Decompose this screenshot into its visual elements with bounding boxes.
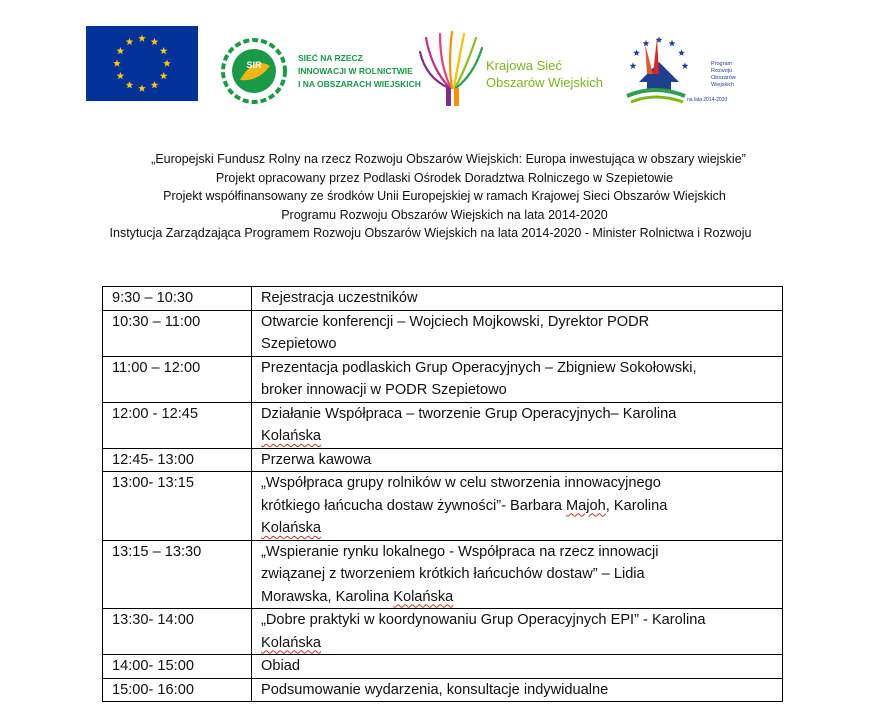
project-header [0, 150, 889, 243]
agenda-body [103, 287, 783, 702]
prow-logo [625, 34, 745, 106]
agenda-description-line: „Wspieranie rynku lokalnego - Współpraca na rzecz innowacji [261, 543, 659, 560]
prow-line-4: Wiejskich [711, 82, 735, 88]
spellcheck-word: Kolańska [393, 588, 454, 605]
agenda-description-line: związanej z tworzeniem krótkich łańcuchów dostaw” – Lidia [261, 566, 645, 582]
agenda-row [103, 356, 783, 402]
agenda-description-line: Przerwa kawowa [261, 451, 372, 468]
header-line-5: Instytucja Zarządzająca Programem Rozwoju Obszarów Wiejskich na lata 2014-2020 - Minister Rolnictwa i Rozwoju [109, 226, 752, 241]
sir-line-3: I NA OBSZARACH WIEJSKICH [298, 79, 421, 89]
ksow-line-1: Krajowa Sieć [486, 58, 562, 73]
agenda-row [103, 287, 783, 311]
agenda-description-line: Prezentacja podlaskich Grup Operacyjnych – Zbigniew Sokołowski, [261, 359, 697, 376]
agenda-description [252, 655, 783, 679]
agenda-table [102, 286, 783, 702]
ksow-line-2: Obszarów Wiejskich [486, 75, 604, 90]
header-line-2: Projekt opracowany przez Podlaski Ośrodek Doradztwa Rolniczego w Szepietowie [215, 170, 674, 185]
agenda-description [252, 287, 783, 311]
agenda-description [252, 310, 783, 356]
prow-line-1: Program [711, 61, 733, 67]
prow-line-5: na lata 2014-2020 [687, 97, 728, 103]
header-line-1: „Europejski Fundusz Rolny na rzecz Rozwoju Obszarów Wiejskich: Europa inwestująca w obszary wiejskie” [151, 152, 746, 166]
agenda-time: 15:00- 16:00 [103, 678, 252, 702]
prow-line-3: Obszarów [711, 75, 736, 81]
spellcheck-word: Kolańska [261, 428, 322, 444]
agenda-row [103, 448, 783, 472]
agenda-description [252, 448, 783, 472]
agenda-row [103, 402, 783, 448]
agenda-row [103, 540, 783, 609]
eu-flag-logo [86, 26, 198, 101]
agenda-time: 11:00 – 12:00 [103, 356, 252, 402]
prow-star [630, 62, 637, 69]
prow-line-2: Rozwoju [711, 68, 733, 74]
agenda-description-line: Obiad [261, 658, 300, 674]
agenda-description [252, 472, 783, 541]
agenda-time: 14:00- 15:00 [103, 655, 252, 679]
agenda-description-line [261, 632, 774, 655]
agenda-description-line: Podsumowanie wydarzenia, konsultacje indywidualne [261, 681, 609, 698]
agenda-row [103, 310, 783, 356]
agenda-description-line: Morawska, Karolina Kolańska [261, 588, 454, 605]
agenda-description [252, 540, 783, 609]
agenda-description [252, 678, 783, 702]
sir-logo [218, 36, 421, 106]
agenda-row [103, 655, 783, 679]
agenda-row [103, 472, 783, 541]
agenda-description [252, 356, 783, 402]
agenda-time: 10:30 – 11:00 [103, 310, 252, 356]
sir-badge: SIR [246, 60, 262, 70]
prow-star [682, 62, 689, 69]
agenda-description-line: Działanie Współpraca – tworzenie Grup Operacyjnych– Karolina [261, 405, 677, 422]
sir-line-1: SIEĆ NA RZECZ [298, 53, 363, 63]
agenda-row [103, 678, 783, 702]
prow-star [643, 40, 650, 47]
agenda-description-line: broker innowacji w PODR Szepietowo [261, 382, 507, 398]
agenda-description-line: krótkiego łańcucha dostaw żywności”- Barbara Majoh, Karolina [261, 497, 668, 514]
spellcheck-word: Kolańska [261, 520, 322, 536]
agenda-description-line: „Dobre praktyki w koordynowaniu Grup Operacyjnych EPI” - Karolina [261, 612, 706, 628]
agenda-description-line [261, 517, 774, 540]
agenda-description-line: Rejestracja uczestników [261, 290, 418, 306]
agenda-time: 13:00- 13:15 [103, 472, 252, 541]
sir-line-2: INNOWACJI W ROLNICTWIE [298, 66, 413, 76]
ksow-logo [418, 30, 618, 110]
agenda-time: 12:45- 13:00 [103, 448, 252, 472]
spellcheck-word: Majoh [566, 497, 606, 514]
agenda-time: 13:15 – 13:30 [103, 540, 252, 609]
agenda-description [252, 402, 783, 448]
spellcheck-word: Kolańska [261, 634, 322, 651]
agenda-row [103, 609, 783, 655]
prow-star [633, 49, 640, 56]
agenda-description-line [261, 425, 774, 448]
header-line-4: Programu Rozwoju Obszarów Wiejskich na lata 2014-2020 [281, 207, 608, 222]
agenda-description [252, 609, 783, 655]
agenda-description-line: „Współpraca grupy rolników w celu stworzenia innowacyjnego [261, 475, 661, 491]
prow-star [669, 40, 676, 47]
agenda-description-line: Szepietowo [261, 336, 337, 352]
agenda-description-line: Otwarcie konferencji – Wojciech Mojkowski, Dyrektor PODR [261, 313, 650, 330]
prow-star [678, 49, 685, 56]
logo-bar [0, 0, 889, 130]
header-line-3: Projekt współfinansowany ze środków Unii Europejskiej w ramach Krajowej Sieci Obszarów Wiejskich [163, 189, 726, 204]
agenda-time: 13:30- 14:00 [103, 609, 252, 655]
agenda-time: 9:30 – 10:30 [103, 287, 252, 311]
agenda-time: 12:00 - 12:45 [103, 402, 252, 448]
